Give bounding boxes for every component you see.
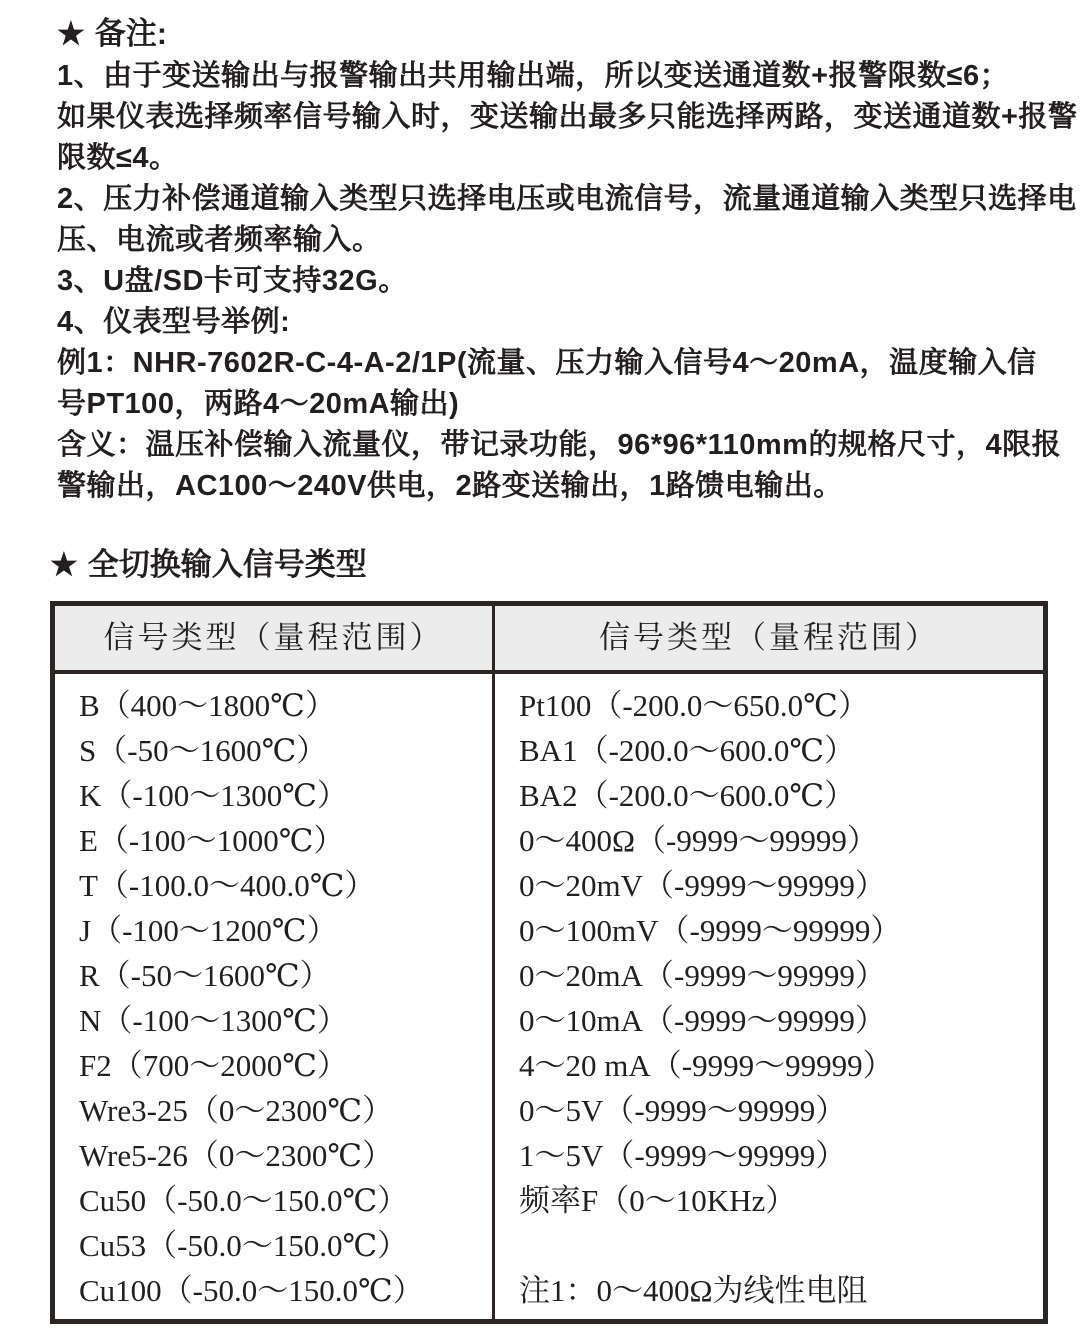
table-row: R（-50～1600℃）	[79, 958, 331, 993]
star-icon: ★	[50, 547, 78, 582]
table-row: F2（700～2000℃）	[79, 1048, 348, 1083]
table-row: Wre3-25（0～2300℃）	[79, 1093, 394, 1128]
table-row: T（-100.0～400.0℃）	[79, 868, 376, 903]
note-line: 3、U盘/SD卡可支持32G。	[57, 265, 408, 297]
signal-types-table	[50, 601, 1048, 1324]
table-row: Pt100（-200.0～650.0℃）	[519, 688, 869, 723]
table-body	[55, 674, 1043, 1319]
notes-title	[57, 12, 1040, 56]
table-row: 0～10mA（-9999～99999）	[519, 1003, 886, 1038]
note-line: 4、仪表型号举例:	[57, 306, 291, 338]
notes-title-text: 备注:	[94, 16, 168, 51]
table-row: Cu100（-50.0～150.0℃）	[79, 1273, 424, 1308]
note-line: 号PT100，两路4～20mA输出)	[57, 388, 460, 420]
note-line: 2、压力补偿通道输入类型只选择电压或电流信号，流量通道输入类型只选择电	[57, 183, 1077, 215]
table-row: 频率F（0～10KHz）	[519, 1183, 797, 1218]
table-row: N（-100～1300℃）	[79, 1003, 348, 1038]
table-row: 1～5V（-9999～99999）	[519, 1138, 847, 1173]
note-line: 例1：NHR-7602R-C-4-A-2/1P(流量、压力输入信号4～20mA，温度输入信	[57, 347, 1037, 379]
table-row: K（-100～1300℃）	[79, 778, 348, 813]
table-row: 0～400Ω（-9999～99999）	[519, 823, 878, 858]
table-row: Wre5-26（0～2300℃）	[79, 1138, 394, 1173]
table-row: 0～100mV（-9999～99999）	[519, 913, 902, 948]
notes-section	[0, 0, 1080, 507]
table-row: B（400～1800℃）	[79, 688, 336, 723]
table-header-left: 信号类型（量程范围）	[55, 606, 495, 670]
table-row: E（-100～1000℃）	[79, 823, 345, 858]
table-column-left	[55, 674, 495, 1319]
table-header-right: 信号类型（量程范围）	[599, 620, 939, 655]
table-row: BA2（-200.0～600.0℃）	[519, 778, 856, 813]
table-header-row	[55, 606, 1043, 674]
table-row: 0～5V（-9999～99999）	[519, 1093, 847, 1128]
table-column-right	[495, 674, 1043, 1319]
table-row: 0～20mV（-9999～99999）	[519, 868, 886, 903]
note-line: 含义：温压补偿输入流量仪，带记录功能，96*96*110mm的规格尺寸，4限报	[57, 429, 1062, 461]
table-row: Cu50（-50.0～150.0℃）	[79, 1183, 409, 1218]
table-row: J（-100～1200℃）	[79, 913, 338, 948]
table-row: 0～20mA（-9999～99999）	[519, 958, 886, 993]
table-row: 4～20 mA（-9999～99999）	[519, 1048, 894, 1083]
note-line: 限数≤4。	[57, 142, 179, 174]
note-line: 压、电流或者频率输入。	[57, 224, 382, 256]
table-row: Cu53（-50.0～150.0℃）	[79, 1228, 409, 1263]
table-row: BA1（-200.0～600.0℃）	[519, 733, 856, 768]
signal-types-title	[50, 543, 1080, 587]
table-row: S（-50～1600℃）	[79, 733, 328, 768]
note-line: 如果仪表选择频率信号输入时，变送输出最多只能选择两路，变送通道数+报警	[57, 101, 1078, 133]
table-footnote: 注1：0～400Ω为线性电阻	[519, 1273, 868, 1308]
note-line: 1、由于变送输出与报警输出共用输出端，所以变送通道数+报警限数≤6；	[57, 60, 1010, 92]
signal-types-title-text: 全切换输入信号类型	[87, 547, 367, 582]
star-icon: ★	[57, 16, 85, 51]
note-line: 警输出，AC100～240V供电，2路变送输出，1路馈电输出。	[57, 470, 843, 502]
table-row	[519, 1223, 1037, 1268]
